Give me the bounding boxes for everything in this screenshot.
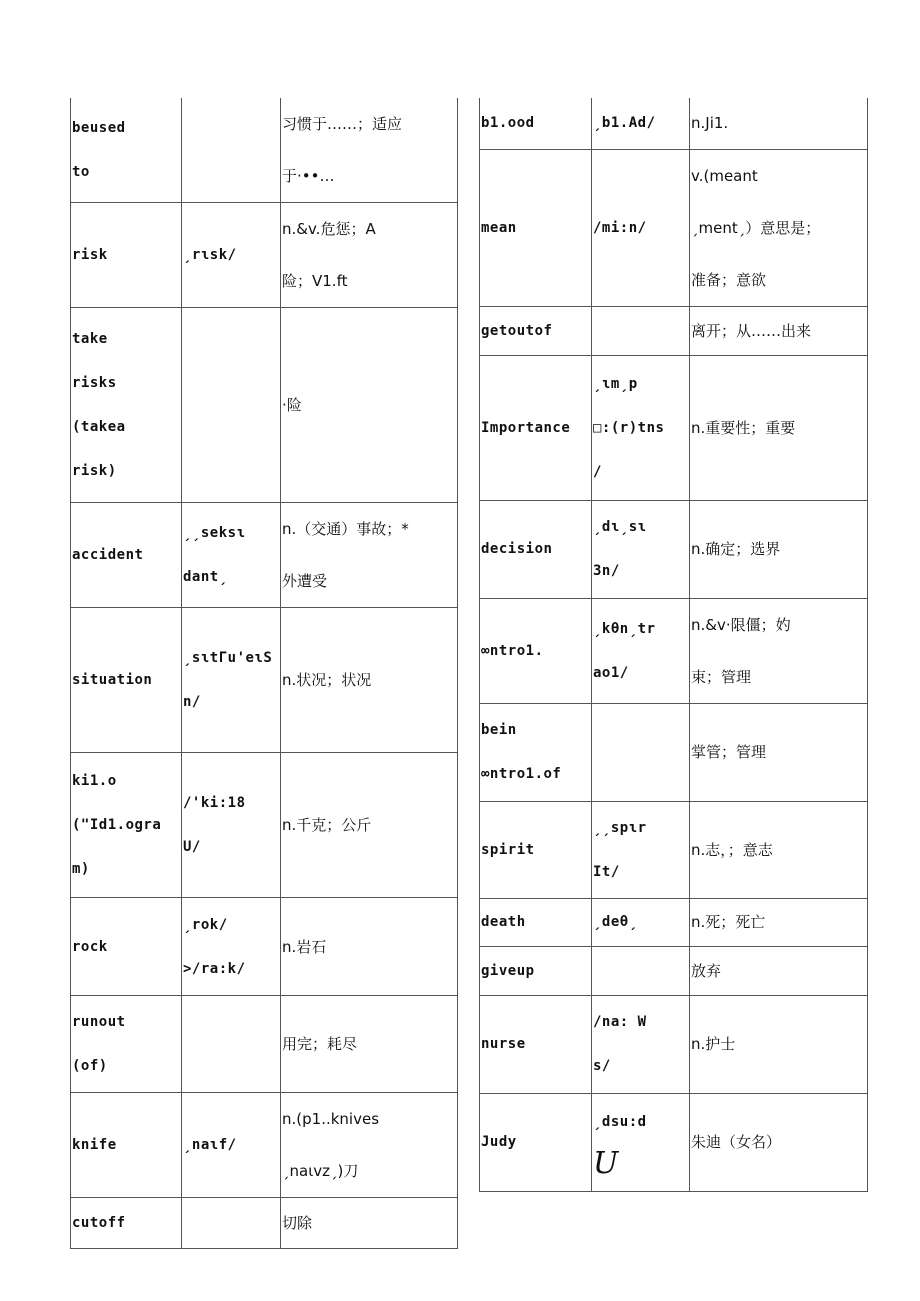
phonetic-cell [182,308,281,503]
word-cell [71,98,182,203]
phon-line: □:(r)tns [593,419,665,436]
definition-cell [690,1093,868,1191]
def-line: 于·••… [282,167,335,185]
definition-cell [281,898,458,996]
phon-line: ˏdeθˏ [593,914,638,930]
phon-line: n/ [183,694,201,710]
phon-line: ˏsɩtΓu'eɩS [183,650,273,666]
vocab-row [480,98,868,149]
def-line: v.(meant [691,166,758,185]
word-line: situation [72,672,153,688]
vocab-row [71,753,458,898]
vocab-row [480,946,868,995]
word-cell [71,608,182,753]
phon-line: ao1/ [593,664,629,681]
def-line: 用完；耗尽 [282,1035,358,1053]
definition-cell [690,98,868,149]
phonetic-cell [182,503,281,608]
definition-cell [281,308,458,503]
phon-line: /'ki:18 [183,795,246,811]
word-cell [71,308,182,503]
word-cell [71,753,182,898]
phon-line: U [593,1146,619,1181]
phonetic-cell [182,608,281,753]
word-cell [71,1198,182,1249]
word-line: rock [72,938,108,955]
phon-line: s/ [593,1058,611,1074]
phon-line: ˏrɩsk/ [183,247,237,263]
word-line: (takea [72,419,126,435]
vocab-row [71,203,458,308]
word-line: ∞ntro1.of [481,766,562,782]
definition-cell [690,995,868,1093]
word-line: b1.ood [481,115,535,132]
phonetic-cell [182,203,281,308]
def-line: n.死；死亡 [691,913,766,931]
word-line: ki1.o [72,773,117,789]
word-line: runout [72,1014,126,1030]
definition-cell [281,1093,458,1198]
vocab-row [71,503,458,608]
phonetic-cell [592,355,690,500]
word-cell [480,703,592,801]
vocab-row [480,355,868,500]
word-line: bein [481,722,517,738]
word-line: decision [481,541,553,557]
def-line: 习惯于……；适应 [282,115,403,133]
definition-cell [690,149,868,306]
vocab-row [480,898,868,946]
phonetic-cell [182,898,281,996]
phonetic-cell [592,1093,690,1191]
right-vocab-table [479,98,868,1192]
phonetic-cell [592,946,690,995]
word-line: accident [72,547,144,563]
phon-line: >/ra:k/ [183,960,246,977]
def-line: 外遭受 [282,572,328,590]
word-line: risks [72,375,117,391]
word-cell [480,306,592,355]
word-line: to [72,164,90,180]
phon-line: /na: W [593,1014,647,1030]
word-cell [480,995,592,1093]
definition-cell [281,503,458,608]
word-cell [71,996,182,1093]
phonetic-cell [182,753,281,898]
phon-line: 3n/ [593,563,620,579]
vocab-row [71,608,458,753]
phonetic-cell [592,898,690,946]
definition-cell [690,355,868,500]
word-cell [71,898,182,996]
phon-line: ˏkθnˏtr [593,620,656,637]
phon-line: ˏˏspɩr [593,819,647,836]
word-cell [71,1093,182,1198]
word-line: giveup [481,962,535,979]
word-line: (of) [72,1058,108,1074]
def-line: n.重要性；重要 [691,418,796,437]
word-cell [480,898,592,946]
phonetic-cell [592,995,690,1093]
phon-line: /mi:n/ [593,219,647,236]
vocab-row [480,1093,868,1191]
word-cell [480,355,592,500]
phon-line: ˏrok/ [183,916,228,933]
def-line: 放弃 [691,961,722,980]
def-line: n.岩石 [282,937,327,956]
def-line: n.(p1..knives [282,1110,380,1128]
def-line: ˏnaɩvzˏ)刀 [282,1162,359,1180]
vocab-row [71,898,458,996]
vocab-row [71,308,458,503]
definition-cell [281,98,458,203]
word-cell [480,946,592,995]
phon-line: ˏnaɩf/ [183,1137,237,1153]
word-cell [480,149,592,306]
def-line: n.确定；选界 [691,540,781,558]
word-line: death [481,914,526,930]
definition-cell [281,608,458,753]
def-line: n.状况；状况 [282,671,372,689]
definition-cell [281,996,458,1093]
phon-line: / [593,463,602,480]
vocab-row [480,306,868,355]
phon-line: ˏdsu:d [593,1114,647,1130]
word-cell [480,98,592,149]
word-line: risk) [72,463,117,479]
def-line: 离开；从……出来 [691,321,812,340]
def-line: n.志，；意志 [691,840,773,859]
word-line: ("Id1.ogra [72,817,162,833]
phonetic-cell [592,98,690,149]
def-line: 朱迪（女名） [691,1133,782,1151]
word-line: m) [72,861,90,877]
word-line: knife [72,1137,117,1153]
word-cell [480,500,592,598]
word-cell [480,598,592,703]
phonetic-cell [182,1093,281,1198]
word-line: getoutof [481,322,553,339]
word-line: risk [72,247,108,263]
phon-line: U/ [183,839,201,855]
word-cell [71,503,182,608]
definition-cell [690,946,868,995]
vocab-row [71,996,458,1093]
definition-cell [690,598,868,703]
vocab-row [480,801,868,898]
word-line: spirit [481,841,535,858]
word-line: Importance [481,419,571,436]
definition-cell [690,801,868,898]
word-line: ∞ntro1. [481,642,544,659]
def-line: n.千克；公斤 [282,816,372,834]
def-line: ˏmentˏ）意思是； [691,218,821,237]
word-line: Judy [481,1134,517,1150]
vocab-row [480,995,868,1093]
phon-line: ˏdɩˏsɩ [593,519,647,535]
def-line: n.（交通）事故；* [282,520,409,538]
vocab-row [480,500,868,598]
vocab-row [71,98,458,203]
definition-cell [690,306,868,355]
word-line: mean [481,219,517,236]
phonetic-cell [182,996,281,1093]
word-cell [480,1093,592,1191]
word-line: cutoff [72,1215,126,1231]
definition-cell [281,203,458,308]
word-line: nurse [481,1036,526,1052]
def-line: n.Ji1. [691,114,729,133]
def-line: 切除 [282,1214,313,1232]
phonetic-cell [182,98,281,203]
phonetic-cell [592,149,690,306]
definition-cell [690,703,868,801]
word-cell [480,801,592,898]
vocab-row [71,1198,458,1249]
word-cell [71,203,182,308]
phonetic-cell [182,1198,281,1249]
phonetic-cell [592,598,690,703]
phonetic-cell [592,306,690,355]
left-vocab-table [70,98,458,1249]
word-line: take [72,331,108,347]
phonetic-cell [592,703,690,801]
definition-cell [690,500,868,598]
def-line: n.护士 [691,1035,736,1053]
phon-line: ˏb1.Ad/ [593,115,656,132]
def-line: n.&v.危惩；A [282,220,376,238]
phon-line: dantˏ [183,569,228,585]
vocab-row [480,598,868,703]
phon-line: ˏˏseksɩ [183,525,246,541]
def-line: 束；管理 [691,667,752,686]
vocab-row [480,149,868,306]
definition-cell [281,1198,458,1249]
definition-cell [281,753,458,898]
def-line: 险；V1.ft [282,272,348,290]
phon-line: It/ [593,863,620,880]
vocab-row [480,703,868,801]
def-line: n.&v·限僵；妁 [691,615,791,634]
def-line: 掌管；管理 [691,743,767,761]
def-line: 准备；意欲 [691,270,767,289]
word-line: beused [72,120,126,136]
phon-line: ˏɩmˏp [593,375,638,392]
phonetic-cell [592,801,690,898]
definition-cell [690,898,868,946]
vocab-row [71,1093,458,1198]
def-line: ·险 [282,396,302,414]
phonetic-cell [592,500,690,598]
